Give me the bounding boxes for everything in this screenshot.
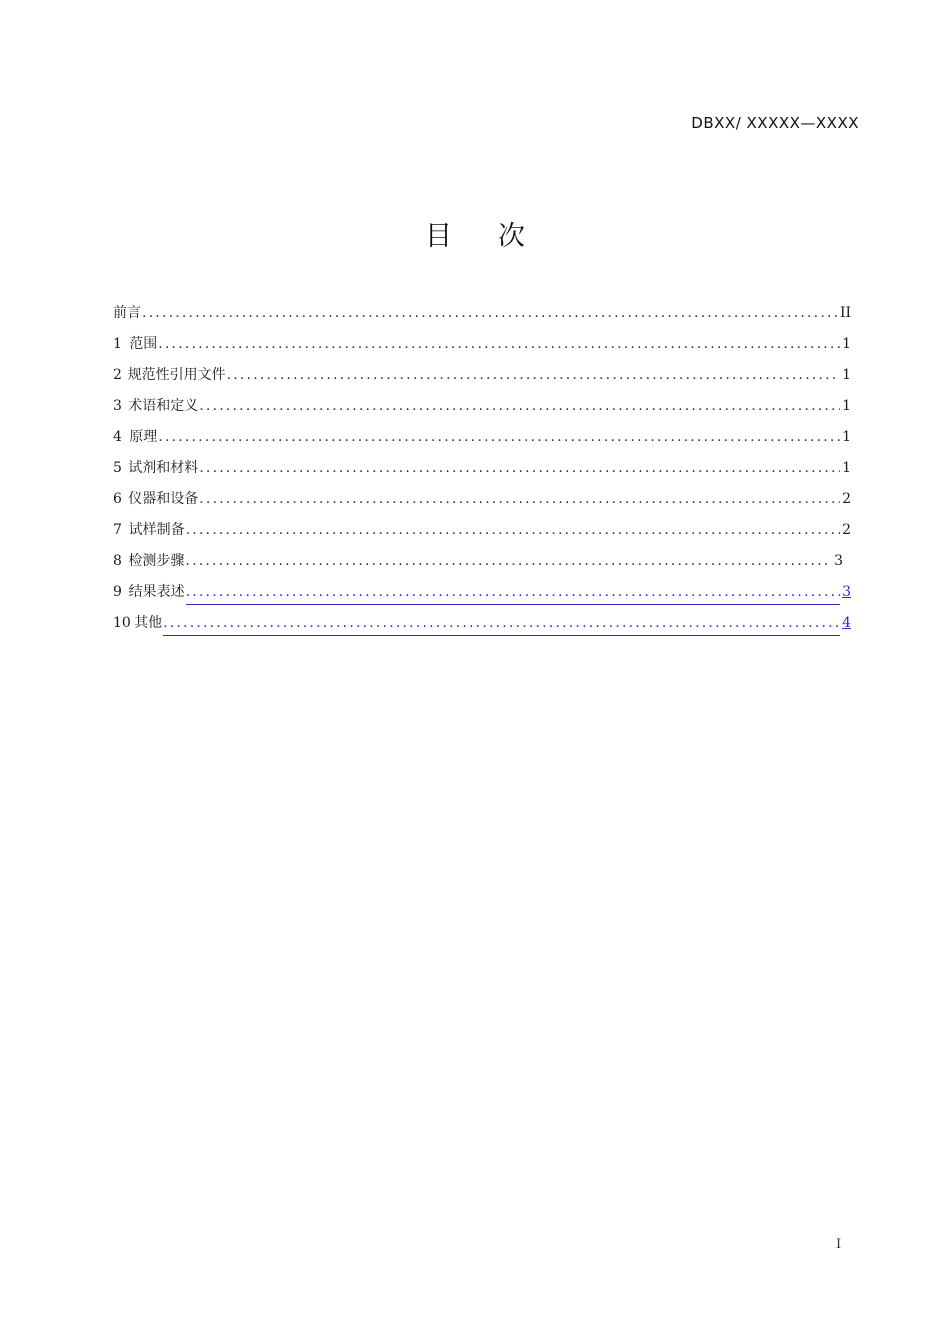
toc-entry-label: 试样制备 xyxy=(128,522,185,538)
toc-entry-page: 1 xyxy=(842,429,851,445)
toc-title xyxy=(0,214,950,253)
toc-entry-apparatus[interactable] xyxy=(113,487,851,518)
toc-entry-test-procedure[interactable] xyxy=(113,549,851,580)
toc-entry-result-expression[interactable] xyxy=(113,580,851,611)
toc-entry-foreword[interactable] xyxy=(113,301,851,332)
toc-entry-page: 1 xyxy=(842,460,851,476)
toc-entry-label: 术语和定义 xyxy=(128,398,199,414)
toc-entry-number: 10 xyxy=(113,615,131,631)
toc-leader-dots xyxy=(199,456,840,480)
toc-entry-label: 原理 xyxy=(129,429,158,445)
toc-title-char-1: 目 xyxy=(425,221,452,252)
toc-entry-number: 9 xyxy=(113,584,122,600)
toc-entry-scope[interactable] xyxy=(113,332,851,363)
toc-entry-page: 1 xyxy=(842,367,851,383)
toc-leader-dots xyxy=(142,301,838,325)
toc-entry-label: 仪器和设备 xyxy=(128,491,199,507)
toc-entry-number: 2 xyxy=(113,367,122,383)
toc-entry-page: 1 xyxy=(842,398,851,414)
toc-entry-label: 结果表述 xyxy=(128,584,185,600)
toc-entry-number: 8 xyxy=(113,553,122,569)
toc-entry-normative-references[interactable] xyxy=(113,363,851,394)
toc-entry-sample-preparation[interactable] xyxy=(113,518,851,549)
toc-leader-dots xyxy=(227,363,840,387)
toc-entry-label: 检测步骤 xyxy=(128,553,185,569)
toc-entry-label: 试剂和材料 xyxy=(128,460,199,476)
toc-entry-number: 4 xyxy=(113,429,122,445)
page-number: I xyxy=(836,1237,842,1252)
toc-entry-page: 1 xyxy=(842,336,851,352)
toc-leader-dots xyxy=(199,487,840,511)
toc-entry-number: 7 xyxy=(113,522,122,538)
toc-entry-principle[interactable] xyxy=(113,425,851,456)
toc-entry-label: 规范性引用文件 xyxy=(127,367,226,383)
toc-entry-reagents-materials[interactable] xyxy=(113,456,851,487)
toc-entry-label: 范围 xyxy=(129,336,158,352)
toc-leader-dots xyxy=(158,425,840,449)
toc-entry-page: 2 xyxy=(842,491,851,507)
toc-leader-dots xyxy=(186,518,840,542)
toc-entry-terms-definitions[interactable] xyxy=(113,394,851,425)
toc-entry-page-link[interactable]: 3 xyxy=(842,584,851,600)
toc-entry-page: II xyxy=(839,305,851,321)
toc-entry-page-link[interactable]: 4 xyxy=(842,615,851,631)
toc-entry-number: 6 xyxy=(113,491,122,507)
toc-leader-dots xyxy=(185,549,832,573)
toc-entry-number: 5 xyxy=(113,460,122,476)
toc-entry-label: 前言 xyxy=(113,305,141,321)
toc-entry-number: 1 xyxy=(113,336,122,352)
toc-leader-dots xyxy=(186,580,840,605)
document-code: DBXX/ XXXXX—XXXX xyxy=(691,114,859,132)
toc-leader-dots xyxy=(163,611,840,636)
toc-leader-dots xyxy=(158,332,840,356)
toc-title-char-2: 次 xyxy=(498,221,525,252)
toc-entry-page: 3 xyxy=(834,553,843,569)
toc-entry-number: 3 xyxy=(113,398,122,414)
toc-entry-others[interactable] xyxy=(113,611,851,642)
toc-list xyxy=(113,301,851,642)
toc-entry-page: 2 xyxy=(842,522,851,538)
toc-leader-dots xyxy=(199,394,840,418)
toc-entry-label: 其他 xyxy=(134,615,163,631)
